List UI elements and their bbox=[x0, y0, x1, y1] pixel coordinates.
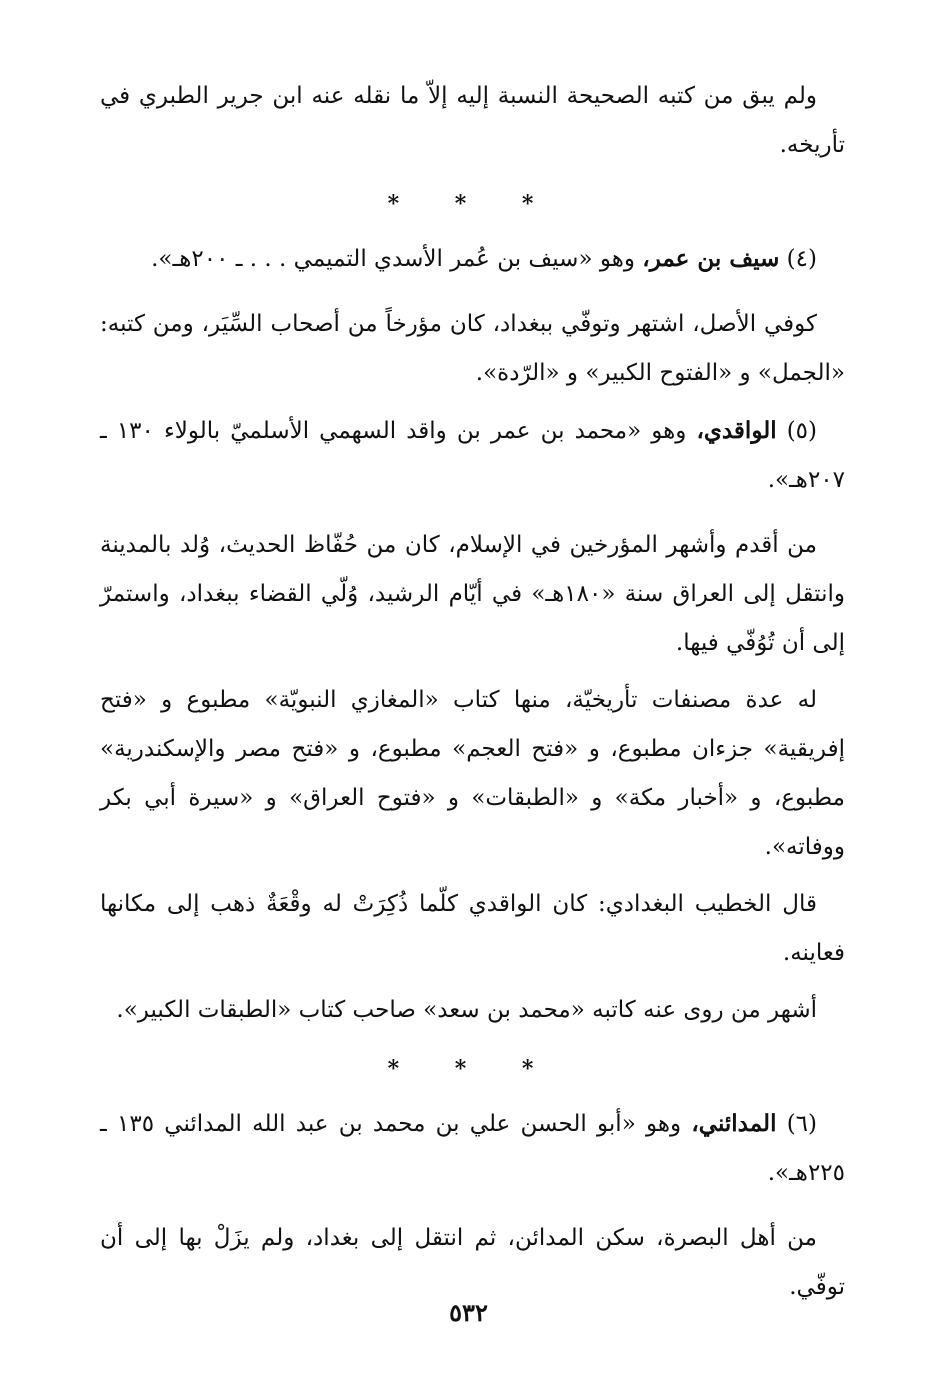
page-body bbox=[100, 72, 845, 1320]
entry-number: (٤) bbox=[786, 246, 817, 272]
paragraph-sayf-bio: كوفي الأصل، اشتهر وتوفّي ببغداد، كان مؤرخاً من أصحاب السِّيَر، ومن كتبه: «الجمل» و «الفتوح الكبير» و «الرّدة». bbox=[100, 311, 845, 386]
entry-number: (٥) bbox=[786, 418, 818, 444]
entry-madaini bbox=[100, 1099, 845, 1198]
entry-sayf bbox=[100, 234, 845, 284]
paragraph-waqidi-bio: من أقدم وأشهر المؤرخين في الإسلام، كان من حُفّاظ الحديث، وُلد بالمدينة وانتقل إلى العراق سنة «١٨٠هـ» في أيّام الرشيد، وُلّي القضاء ببغداد، واستمرّ إلى أن تُوُفّي فيها. bbox=[100, 532, 845, 656]
paragraph-tabari: ولم يبق من كتبه الصحيحة النسبة إليه إلاّ ما نقله عنه ابن جرير الطبري في تأريخه. bbox=[100, 83, 845, 158]
section-divider: * * * bbox=[387, 191, 558, 217]
entry-number: (٦) bbox=[786, 1111, 818, 1137]
paragraph-ibn-saad: أشهر من روى عنه كاتبه «محمد بن سعد» صاحب كتاب «الطبقات الكبير». bbox=[116, 997, 817, 1023]
paragraph-waqidi-works: له عدة مصنفات تأريخيّة، منها كتاب «المغازي النبويّة» مطبوع و «فتح إفريقية» جزءان مطبوع، و «فتح العجم» مطبوع، و «فتح مصر والإسكندرية» مطبوع، و «أخبار مكة» و «الطبقات» و «فتوح العراق» و «سيرة أبي بكر ووفاته». bbox=[100, 687, 845, 860]
paragraph-madaini-bio: من أهل البصرة، سكن المدائن، ثم انتقل إلى بغداد، ولم يزَلْ بها إلى أن توفّي. bbox=[100, 1225, 845, 1300]
paragraph-khatib-quote: قال الخطيب البغدادي: كان الواقدي كلّما ذُكِرَتْ له وقْعَةٌ ذهب إلى مكانها فعاينه. bbox=[100, 891, 845, 966]
entry-waqidi bbox=[100, 406, 845, 505]
entry-description: وهو «سيف بن عُمر الأسدي التميمي . . . ـ ٢٠٠هـ». bbox=[151, 246, 635, 272]
page-number: ٥٣٢ bbox=[449, 1298, 488, 1327]
entry-name: المدائني، bbox=[691, 1110, 777, 1137]
section-divider: * * * bbox=[387, 1056, 558, 1082]
entry-description: وهو «أبو الحسن علي بن محمد بن عبد الله المدائني ١٣٥ ـ ٢٢٥هـ». bbox=[100, 1111, 845, 1186]
entry-name: الواقدي، bbox=[696, 417, 777, 444]
entry-description: وهو «محمد بن عمر بن واقد السهمي الأسلميّ بالولاء ١٣٠ ـ ٢٠٧هـ». bbox=[100, 418, 845, 493]
entry-name: سيف بن عمر، bbox=[642, 245, 780, 272]
